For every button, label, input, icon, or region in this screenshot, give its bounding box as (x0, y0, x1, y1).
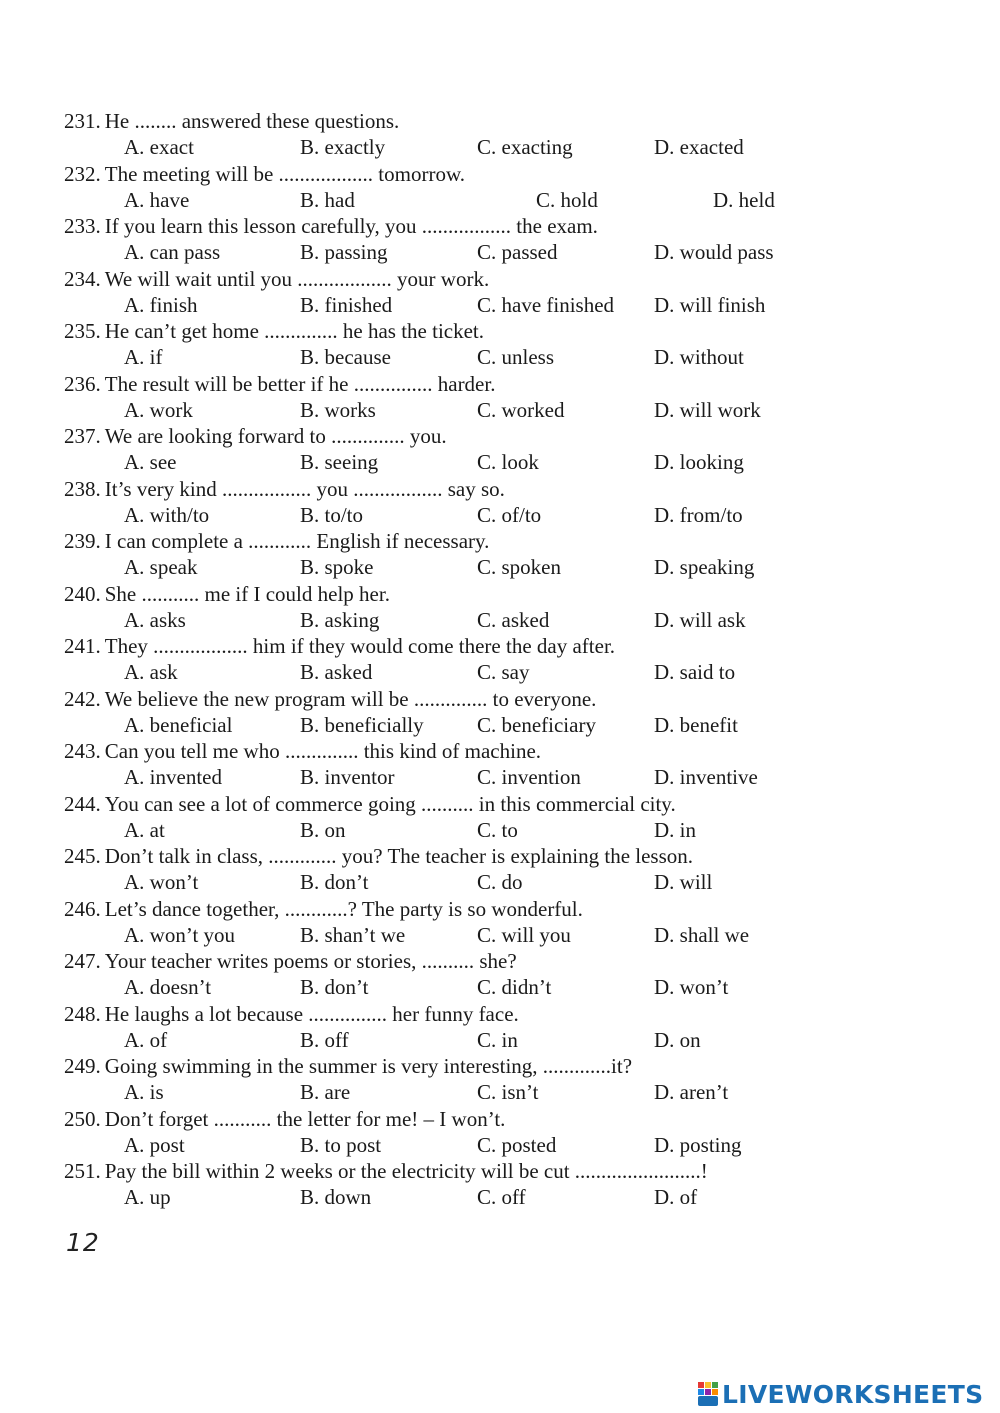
question-text: Let’s dance together, ............? The party is so wonderful. (104, 896, 583, 921)
question-244 (64, 791, 964, 817)
question-247 (64, 948, 964, 974)
question-text: They .................. him if they would come there the day after. (104, 634, 616, 658)
liveworksheets-logo (697, 1378, 983, 1410)
question-248 (64, 1001, 964, 1027)
answer-option-b[interactable]: B. shan’t we (300, 922, 406, 947)
answer-option-a[interactable]: A. with/to (124, 502, 210, 527)
question-text: Don’t talk in class, ............. you? The teacher is explaining the lesson. (104, 844, 694, 868)
page-number: 12 (66, 1228, 100, 1257)
question-239 (64, 528, 964, 554)
answer-option-d[interactable]: D. said to (654, 660, 736, 684)
answer-option-c[interactable]: C. invention (477, 765, 581, 789)
answer-option-a[interactable]: A. of (124, 1027, 168, 1052)
answer-option-a[interactable]: A. exact (124, 135, 194, 159)
question-text: She ........... me if I could help her. (104, 581, 390, 606)
question-number: 236. (64, 371, 101, 396)
question-text: Don’t forget ........... the letter for me! – I won’t. (104, 1106, 506, 1131)
question-235 (64, 318, 964, 344)
question-240 (64, 581, 964, 607)
answer-option-c[interactable]: C. posted (477, 1132, 557, 1157)
question-number: 243. (64, 739, 101, 763)
answer-option-c[interactable]: C. worked (477, 397, 565, 422)
answer-option-b[interactable]: B. asked (300, 660, 373, 684)
answer-option-c[interactable]: C. hold (536, 187, 598, 212)
answer-option-b[interactable]: B. beneficially (300, 712, 424, 737)
question-number: 235. (64, 319, 101, 343)
question-text: You can see a lot of commerce going .......... in this commercial city. (104, 791, 676, 816)
question-243 (64, 738, 964, 764)
question-number: 238. (64, 476, 101, 501)
question-238 (64, 476, 964, 502)
answer-option-a[interactable]: A. speak (124, 555, 198, 579)
question-number: 245. (64, 844, 101, 868)
question-text: The result will be better if he ............... harder. (104, 371, 496, 396)
answer-option-b[interactable]: B. exactly (300, 135, 386, 159)
answer-option-b[interactable]: B. on (300, 817, 346, 842)
question-number: 240. (64, 581, 101, 606)
answer-option-a[interactable]: A. won’t you (124, 922, 236, 947)
answer-option-d[interactable]: D. shall we (654, 922, 750, 947)
answer-option-d[interactable]: D. without (654, 345, 744, 369)
answer-option-b[interactable]: B. to post (300, 1132, 382, 1157)
answer-option-d[interactable]: D. of (654, 1185, 698, 1209)
answer-option-d[interactable]: D. in (654, 817, 696, 842)
answer-option-a[interactable]: A. have (124, 187, 190, 212)
answer-option-b[interactable]: B. are (300, 1080, 351, 1104)
answer-option-c[interactable]: C. of/to (477, 502, 542, 527)
question-text: The meeting will be .................. tomorrow. (104, 161, 465, 186)
answer-option-b[interactable]: B. don’t (300, 870, 369, 894)
answer-option-c[interactable]: C. have finished (477, 292, 615, 317)
question-number: 242. (64, 686, 101, 711)
answer-option-a[interactable]: A. won’t (124, 870, 199, 894)
answer-option-a[interactable]: A. invented (124, 765, 222, 789)
question-250 (64, 1106, 964, 1132)
question-231 (64, 108, 964, 134)
answer-option-c[interactable]: C. exacting (477, 135, 573, 159)
answer-option-b[interactable]: B. had (300, 187, 355, 212)
question-number: 237. (64, 424, 101, 448)
answer-option-a[interactable]: A. at (124, 817, 165, 842)
answer-option-c[interactable]: C. unless (477, 345, 555, 369)
answer-option-d[interactable]: D. will ask (654, 607, 746, 632)
answer-option-c[interactable]: C. do (477, 870, 523, 894)
answer-option-a[interactable]: A. doesn’t (124, 975, 212, 999)
question-text: We will wait until you .................. your work. (104, 266, 490, 291)
answer-option-d[interactable]: D. held (713, 187, 775, 212)
answer-option-a[interactable]: A. ask (124, 660, 178, 684)
answer-option-c[interactable]: C. in (477, 1027, 518, 1052)
question-text: I can complete a ............ English if necessary. (104, 529, 490, 553)
answer-option-d[interactable]: D. won’t (654, 975, 729, 999)
answer-option-a[interactable]: A. beneficial (124, 712, 233, 737)
question-number: 251. (64, 1159, 101, 1183)
answer-option-b[interactable]: B. asking (300, 607, 380, 632)
question-232 (64, 161, 964, 187)
question-number: 250. (64, 1106, 101, 1131)
answer-option-a[interactable]: A. finish (124, 292, 198, 317)
question-249 (64, 1053, 964, 1079)
answer-option-c[interactable]: C. to (477, 817, 518, 842)
question-number: 239. (64, 529, 101, 553)
question-242 (64, 686, 964, 712)
answer-option-c[interactable]: C. off (477, 1185, 526, 1209)
question-text: We are looking forward to .............. you. (104, 424, 447, 448)
question-237 (64, 423, 964, 449)
answer-option-a[interactable]: A. work (124, 397, 193, 422)
answer-option-c[interactable]: C. asked (477, 607, 550, 632)
question-text: He can’t get home .............. he has the ticket. (104, 319, 485, 343)
question-245 (64, 843, 964, 869)
question-text: Your teacher writes poems or stories, .......... she? (104, 949, 517, 973)
answer-option-b[interactable]: B. off (300, 1027, 349, 1052)
answer-option-d[interactable]: D. will work (654, 397, 761, 422)
answer-option-d[interactable]: D. aren’t (654, 1080, 729, 1104)
answer-option-b[interactable]: B. because (300, 345, 391, 369)
answer-option-d[interactable]: D. from/to (654, 502, 743, 527)
answer-option-a[interactable]: A. if (124, 345, 163, 369)
question-236 (64, 371, 964, 397)
question-text: It’s very kind ................. you ................. say so. (104, 476, 505, 501)
answer-option-d[interactable]: D. exacted (654, 135, 744, 159)
answer-option-b[interactable]: B. spoke (300, 555, 374, 579)
answer-option-d[interactable]: D. benefit (654, 712, 738, 737)
question-251 (64, 1158, 964, 1184)
answer-option-c[interactable]: C. look (477, 450, 539, 474)
answer-option-b[interactable]: B. inventor (300, 765, 395, 789)
answer-option-d[interactable]: D. inventive (654, 765, 758, 789)
question-number: 231. (64, 109, 101, 133)
answer-option-b[interactable]: B. passing (300, 240, 388, 264)
question-text: He ........ answered these questions. (104, 109, 400, 133)
answer-option-d[interactable]: D. will (654, 870, 713, 894)
question-text: He laughs a lot because ............... her funny face. (104, 1001, 519, 1026)
answer-option-a[interactable]: A. see (124, 450, 177, 474)
answer-option-c[interactable]: C. will you (477, 922, 571, 947)
liveworksheets-logo-icon (697, 1381, 719, 1407)
answer-option-b[interactable]: B. seeing (300, 450, 379, 474)
question-number: 249. (64, 1054, 101, 1078)
question-text: Can you tell me who .............. this kind of machine. (104, 739, 542, 763)
answer-option-a[interactable]: A. post (124, 1132, 185, 1157)
answer-option-b[interactable]: B. to/to (300, 502, 364, 527)
question-text: Pay the bill within 2 weeks or the electricity will be cut ........................! (104, 1159, 708, 1183)
answer-option-b[interactable]: B. down (300, 1185, 372, 1209)
question-number: 246. (64, 896, 101, 921)
answer-option-d[interactable]: D. speaking (654, 555, 755, 579)
question-number: 247. (64, 949, 101, 973)
answer-option-b[interactable]: B. finished (300, 292, 393, 317)
question-246 (64, 896, 964, 922)
answer-option-b[interactable]: B. don’t (300, 975, 369, 999)
answer-option-d[interactable]: D. looking (654, 450, 744, 474)
question-number: 244. (64, 791, 101, 816)
answer-option-a[interactable]: A. can pass (124, 240, 221, 264)
question-number: 248. (64, 1001, 101, 1026)
answer-option-a[interactable]: A. up (124, 1185, 171, 1209)
answer-option-b[interactable]: B. works (300, 397, 376, 422)
question-number: 241. (64, 634, 101, 658)
answer-option-a[interactable]: A. asks (124, 607, 186, 632)
question-234 (64, 266, 964, 292)
answer-option-c[interactable]: C. spoken (477, 555, 561, 579)
answer-option-c[interactable]: C. passed (477, 240, 558, 264)
question-text: Going swimming in the summer is very interesting, .............it? (104, 1054, 633, 1078)
answer-option-a[interactable]: A. is (124, 1080, 164, 1104)
liveworksheets-logo-text: LIVEWORKSHEETS (722, 1379, 984, 1409)
answer-option-d[interactable]: D. would pass (654, 240, 774, 264)
question-233 (64, 213, 964, 239)
question-number: 234. (64, 266, 101, 291)
answer-option-d[interactable]: D. on (654, 1027, 701, 1052)
answer-option-d[interactable]: D. will finish (654, 292, 766, 317)
answer-option-d[interactable]: D. posting (654, 1132, 742, 1157)
question-number: 233. (64, 214, 101, 238)
question-241 (64, 633, 964, 659)
answer-option-c[interactable]: C. didn’t (477, 975, 552, 999)
answer-option-c[interactable]: C. isn’t (477, 1080, 539, 1104)
question-text: We believe the new program will be .............. to everyone. (104, 686, 597, 711)
answer-option-c[interactable]: C. say (477, 660, 530, 684)
question-text: If you learn this lesson carefully, you ................. the exam. (104, 214, 598, 238)
question-number: 232. (64, 161, 101, 186)
answer-option-c[interactable]: C. beneficiary (477, 712, 596, 737)
